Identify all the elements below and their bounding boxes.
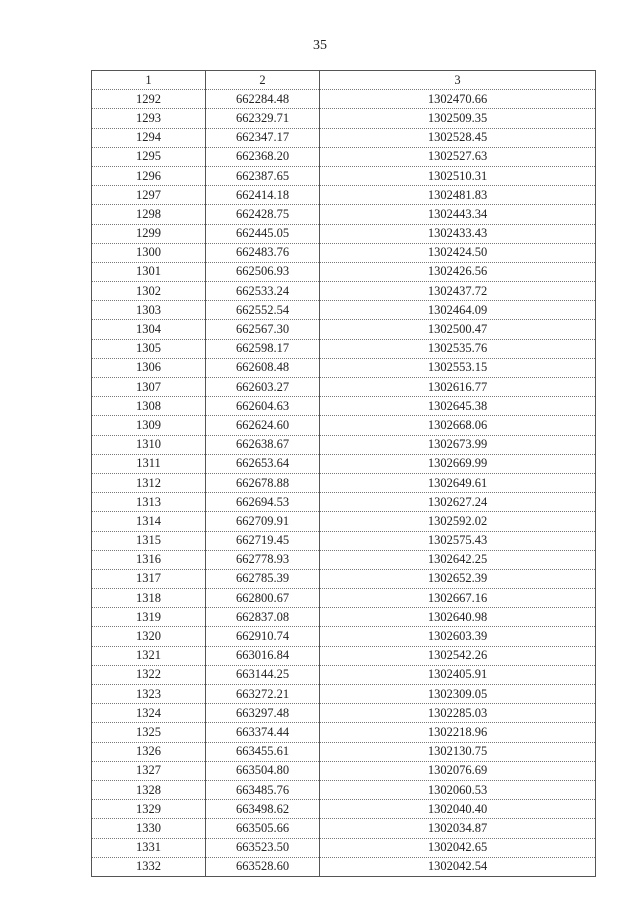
x-coordinate-cell: 662678.88: [206, 473, 320, 492]
y-coordinate-cell: 1302464.09: [320, 301, 596, 320]
x-coordinate-cell: 663016.84: [206, 646, 320, 665]
x-coordinate-cell: 662604.63: [206, 397, 320, 416]
x-coordinate-cell: 662329.71: [206, 109, 320, 128]
y-coordinate-cell: 1302437.72: [320, 282, 596, 301]
table-row: [92, 473, 596, 492]
point-number-cell: 1299: [92, 224, 206, 243]
y-coordinate-cell: 1302500.47: [320, 320, 596, 339]
table-row: [92, 262, 596, 281]
x-coordinate-cell: 663297.48: [206, 704, 320, 723]
point-number-cell: 1311: [92, 454, 206, 473]
table-row: [92, 224, 596, 243]
table-row: [92, 282, 596, 301]
y-coordinate-cell: 1302509.35: [320, 109, 596, 128]
point-number-cell: 1301: [92, 262, 206, 281]
y-coordinate-cell: 1302285.03: [320, 704, 596, 723]
point-number-cell: 1300: [92, 243, 206, 262]
table-row: [92, 416, 596, 435]
x-coordinate-cell: 662638.67: [206, 435, 320, 454]
table-row: [92, 627, 596, 646]
x-coordinate-cell: 663528.60: [206, 857, 320, 876]
x-coordinate-cell: 662694.53: [206, 493, 320, 512]
y-coordinate-cell: 1302553.15: [320, 358, 596, 377]
x-coordinate-cell: 662567.30: [206, 320, 320, 339]
y-coordinate-cell: 1302535.76: [320, 339, 596, 358]
y-coordinate-cell: 1302034.87: [320, 819, 596, 838]
table-row: [92, 90, 596, 109]
x-coordinate-cell: 663144.25: [206, 665, 320, 684]
x-coordinate-cell: 662506.93: [206, 262, 320, 281]
point-number-cell: 1296: [92, 166, 206, 185]
x-coordinate-cell: 662800.67: [206, 589, 320, 608]
y-coordinate-cell: 1302042.65: [320, 838, 596, 857]
y-coordinate-cell: 1302592.02: [320, 512, 596, 531]
point-number-cell: 1323: [92, 685, 206, 704]
point-number-cell: 1302: [92, 282, 206, 301]
point-number-cell: 1295: [92, 147, 206, 166]
point-number-cell: 1304: [92, 320, 206, 339]
table-row: [92, 646, 596, 665]
y-coordinate-cell: 1302405.91: [320, 665, 596, 684]
table-row: [92, 397, 596, 416]
table-row: [92, 243, 596, 262]
y-coordinate-cell: 1302603.39: [320, 627, 596, 646]
x-coordinate-cell: 663523.50: [206, 838, 320, 857]
table-row: [92, 205, 596, 224]
table-header-row: [92, 71, 596, 90]
table-row: [92, 819, 596, 838]
point-number-cell: 1292: [92, 90, 206, 109]
x-coordinate-cell: 663504.80: [206, 761, 320, 780]
table-row: [92, 550, 596, 569]
y-coordinate-cell: 1302627.24: [320, 493, 596, 512]
x-coordinate-cell: 662837.08: [206, 608, 320, 627]
y-coordinate-cell: 1302424.50: [320, 243, 596, 262]
page-number: 35: [313, 38, 327, 53]
y-coordinate-cell: 1302426.56: [320, 262, 596, 281]
table-row: [92, 531, 596, 550]
x-coordinate-cell: 662533.24: [206, 282, 320, 301]
point-number-cell: 1321: [92, 646, 206, 665]
table-row: [92, 857, 596, 876]
column-header-2: 2: [206, 71, 320, 90]
x-coordinate-cell: 663272.21: [206, 685, 320, 704]
table-row: [92, 685, 596, 704]
x-coordinate-cell: 662719.45: [206, 531, 320, 550]
point-number-cell: 1294: [92, 128, 206, 147]
y-coordinate-cell: 1302433.43: [320, 224, 596, 243]
point-number-cell: 1298: [92, 205, 206, 224]
y-coordinate-cell: 1302640.98: [320, 608, 596, 627]
y-coordinate-cell: 1302652.39: [320, 569, 596, 588]
x-coordinate-cell: 662483.76: [206, 243, 320, 262]
y-coordinate-cell: 1302218.96: [320, 723, 596, 742]
table-row: [92, 128, 596, 147]
x-coordinate-cell: 662552.54: [206, 301, 320, 320]
column-header-1: 1: [92, 71, 206, 90]
point-number-cell: 1328: [92, 780, 206, 799]
y-coordinate-cell: 1302076.69: [320, 761, 596, 780]
x-coordinate-cell: 662785.39: [206, 569, 320, 588]
x-coordinate-cell: 662284.48: [206, 90, 320, 109]
y-coordinate-cell: 1302575.43: [320, 531, 596, 550]
point-number-cell: 1305: [92, 339, 206, 358]
y-coordinate-cell: 1302060.53: [320, 780, 596, 799]
table-row: [92, 569, 596, 588]
table-row: [92, 358, 596, 377]
coordinates-table: [91, 70, 596, 877]
y-coordinate-cell: 1302669.99: [320, 454, 596, 473]
y-coordinate-cell: 1302616.77: [320, 378, 596, 397]
y-coordinate-cell: 1302527.63: [320, 147, 596, 166]
table-row: [92, 186, 596, 205]
y-coordinate-cell: 1302040.40: [320, 800, 596, 819]
x-coordinate-cell: 663455.61: [206, 742, 320, 761]
x-coordinate-cell: 662603.27: [206, 378, 320, 397]
x-coordinate-cell: 663498.62: [206, 800, 320, 819]
y-coordinate-cell: 1302443.34: [320, 205, 596, 224]
point-number-cell: 1297: [92, 186, 206, 205]
x-coordinate-cell: 662387.65: [206, 166, 320, 185]
table-row: [92, 493, 596, 512]
y-coordinate-cell: 1302542.26: [320, 646, 596, 665]
point-number-cell: 1330: [92, 819, 206, 838]
y-coordinate-cell: 1302470.66: [320, 90, 596, 109]
point-number-cell: 1319: [92, 608, 206, 627]
table-row: [92, 780, 596, 799]
y-coordinate-cell: 1302130.75: [320, 742, 596, 761]
x-coordinate-cell: 662414.18: [206, 186, 320, 205]
table-row: [92, 147, 596, 166]
table-header: [92, 71, 596, 90]
x-coordinate-cell: 662910.74: [206, 627, 320, 646]
table-row: [92, 166, 596, 185]
table-row: [92, 435, 596, 454]
table-row: [92, 742, 596, 761]
y-coordinate-cell: 1302645.38: [320, 397, 596, 416]
y-coordinate-cell: 1302528.45: [320, 128, 596, 147]
point-number-cell: 1329: [92, 800, 206, 819]
table-row: [92, 800, 596, 819]
point-number-cell: 1320: [92, 627, 206, 646]
point-number-cell: 1312: [92, 473, 206, 492]
table-row: [92, 512, 596, 531]
point-number-cell: 1327: [92, 761, 206, 780]
point-number-cell: 1315: [92, 531, 206, 550]
table-row: [92, 723, 596, 742]
x-coordinate-cell: 662653.64: [206, 454, 320, 473]
point-number-cell: 1303: [92, 301, 206, 320]
point-number-cell: 1307: [92, 378, 206, 397]
table-row: [92, 665, 596, 684]
point-number-cell: 1308: [92, 397, 206, 416]
x-coordinate-cell: 662778.93: [206, 550, 320, 569]
x-coordinate-cell: 662598.17: [206, 339, 320, 358]
y-coordinate-cell: 1302309.05: [320, 685, 596, 704]
y-coordinate-cell: 1302510.31: [320, 166, 596, 185]
table-row: [92, 704, 596, 723]
table-row: [92, 301, 596, 320]
point-number-cell: 1310: [92, 435, 206, 454]
table-row: [92, 320, 596, 339]
x-coordinate-cell: 662347.17: [206, 128, 320, 147]
table-row: [92, 378, 596, 397]
y-coordinate-cell: 1302667.16: [320, 589, 596, 608]
table-row: [92, 339, 596, 358]
y-coordinate-cell: 1302481.83: [320, 186, 596, 205]
table-body: [92, 90, 596, 877]
point-number-cell: 1317: [92, 569, 206, 588]
table-row: [92, 761, 596, 780]
point-number-cell: 1309: [92, 416, 206, 435]
x-coordinate-cell: 662608.48: [206, 358, 320, 377]
point-number-cell: 1326: [92, 742, 206, 761]
y-coordinate-cell: 1302668.06: [320, 416, 596, 435]
point-number-cell: 1316: [92, 550, 206, 569]
x-coordinate-cell: 662709.91: [206, 512, 320, 531]
table-row: [92, 454, 596, 473]
point-number-cell: 1325: [92, 723, 206, 742]
y-coordinate-cell: 1302673.99: [320, 435, 596, 454]
point-number-cell: 1332: [92, 857, 206, 876]
x-coordinate-cell: 663374.44: [206, 723, 320, 742]
table-row: [92, 109, 596, 128]
x-coordinate-cell: 662624.60: [206, 416, 320, 435]
x-coordinate-cell: 663505.66: [206, 819, 320, 838]
table-row: [92, 608, 596, 627]
x-coordinate-cell: 662445.05: [206, 224, 320, 243]
x-coordinate-cell: 662368.20: [206, 147, 320, 166]
table-row: [92, 838, 596, 857]
point-number-cell: 1293: [92, 109, 206, 128]
x-coordinate-cell: 663485.76: [206, 780, 320, 799]
column-header-3: 3: [320, 71, 596, 90]
point-number-cell: 1324: [92, 704, 206, 723]
point-number-cell: 1314: [92, 512, 206, 531]
y-coordinate-cell: 1302642.25: [320, 550, 596, 569]
point-number-cell: 1313: [92, 493, 206, 512]
point-number-cell: 1318: [92, 589, 206, 608]
table-row: [92, 589, 596, 608]
y-coordinate-cell: 1302649.61: [320, 473, 596, 492]
x-coordinate-cell: 662428.75: [206, 205, 320, 224]
point-number-cell: 1331: [92, 838, 206, 857]
point-number-cell: 1322: [92, 665, 206, 684]
point-number-cell: 1306: [92, 358, 206, 377]
y-coordinate-cell: 1302042.54: [320, 857, 596, 876]
